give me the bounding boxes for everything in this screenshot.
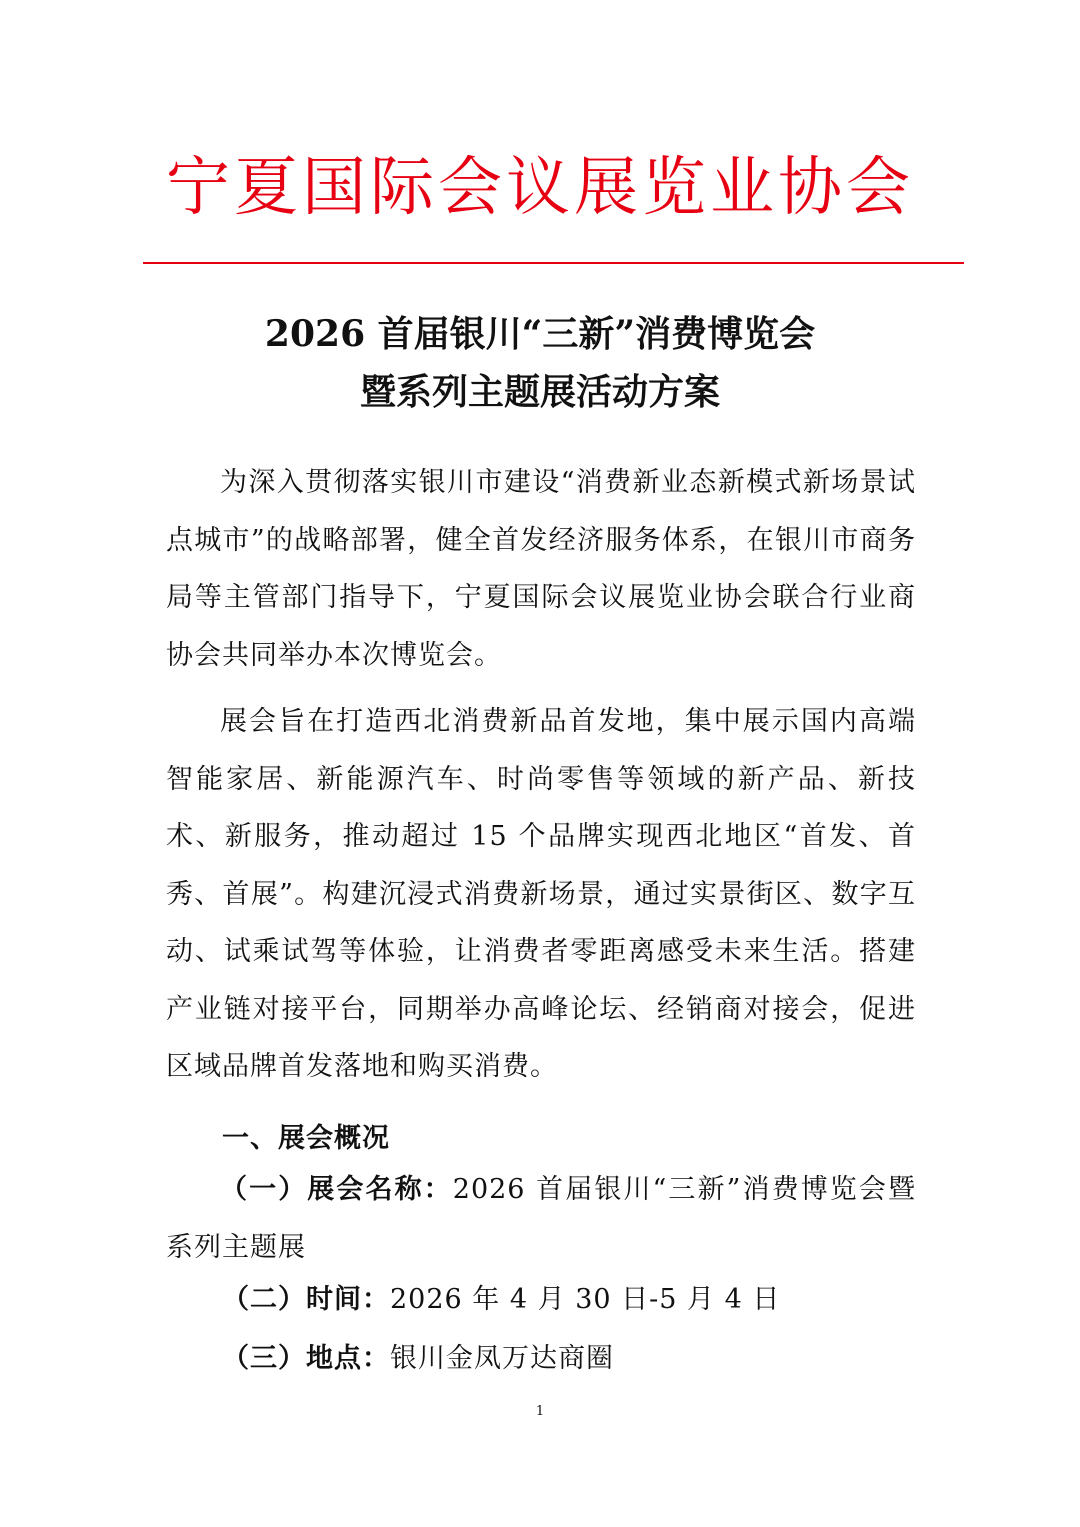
letterhead-red-rule — [143, 262, 964, 264]
exhibition-place-label: （三）地点： — [222, 1343, 390, 1374]
exhibition-name-label: （一）展会名称： — [220, 1174, 453, 1205]
exhibition-time-label: （二）时间： — [222, 1284, 390, 1315]
exhibition-place-item — [222, 1330, 972, 1388]
exhibition-name-item — [166, 1161, 916, 1276]
document-title-line-2: 暨系列主题展活动方案 — [359, 371, 720, 413]
intro-paragraph: 为深入贯彻落实银川市建设“消费新业态新模式新场景试点城市”的战略部署，健全首发经济服务体系，在银川市商务局等主管部门指导下，宁夏国际会议展览业协会联合行业商协会共同举办本次博览会。 — [166, 467, 916, 671]
letterhead-org-name: 宁夏国际会议展览业协会 — [166, 151, 914, 225]
page-number: 1 — [535, 1404, 545, 1419]
exhibition-time-item — [222, 1271, 972, 1329]
overview-paragraph: 展会旨在打造西北消费新品首发地，集中展示国内高端智能家居、新能源汽车、时尚零售等领域的新产品、新技术、新服务，推动超过 15 个品牌实现西北地区“首发、首秀、首展”。构建沉浸式消费新场景，通过实景街区、数字互动、试乘试驾等体验，让消费者零距离感受未来生活。搭建产业链对接平台，同期举办高峰论坛、经销商对接会，促进区域品牌首发落地和购买消费。 — [166, 706, 916, 1082]
document-title-line-1: 2026 首届银川“三新”消费博览会 — [264, 313, 816, 355]
exhibition-place-value: 银川金凤万达商圈 — [390, 1343, 614, 1374]
exhibition-name-value: 2026 首届银川“三新”消费博览会暨系列主题展 — [166, 1174, 916, 1263]
exhibition-time-value: 2026 年 4 月 30 日-5 月 4 日 — [390, 1284, 781, 1315]
section-heading-overview: 一、展会概况 — [222, 1123, 390, 1154]
